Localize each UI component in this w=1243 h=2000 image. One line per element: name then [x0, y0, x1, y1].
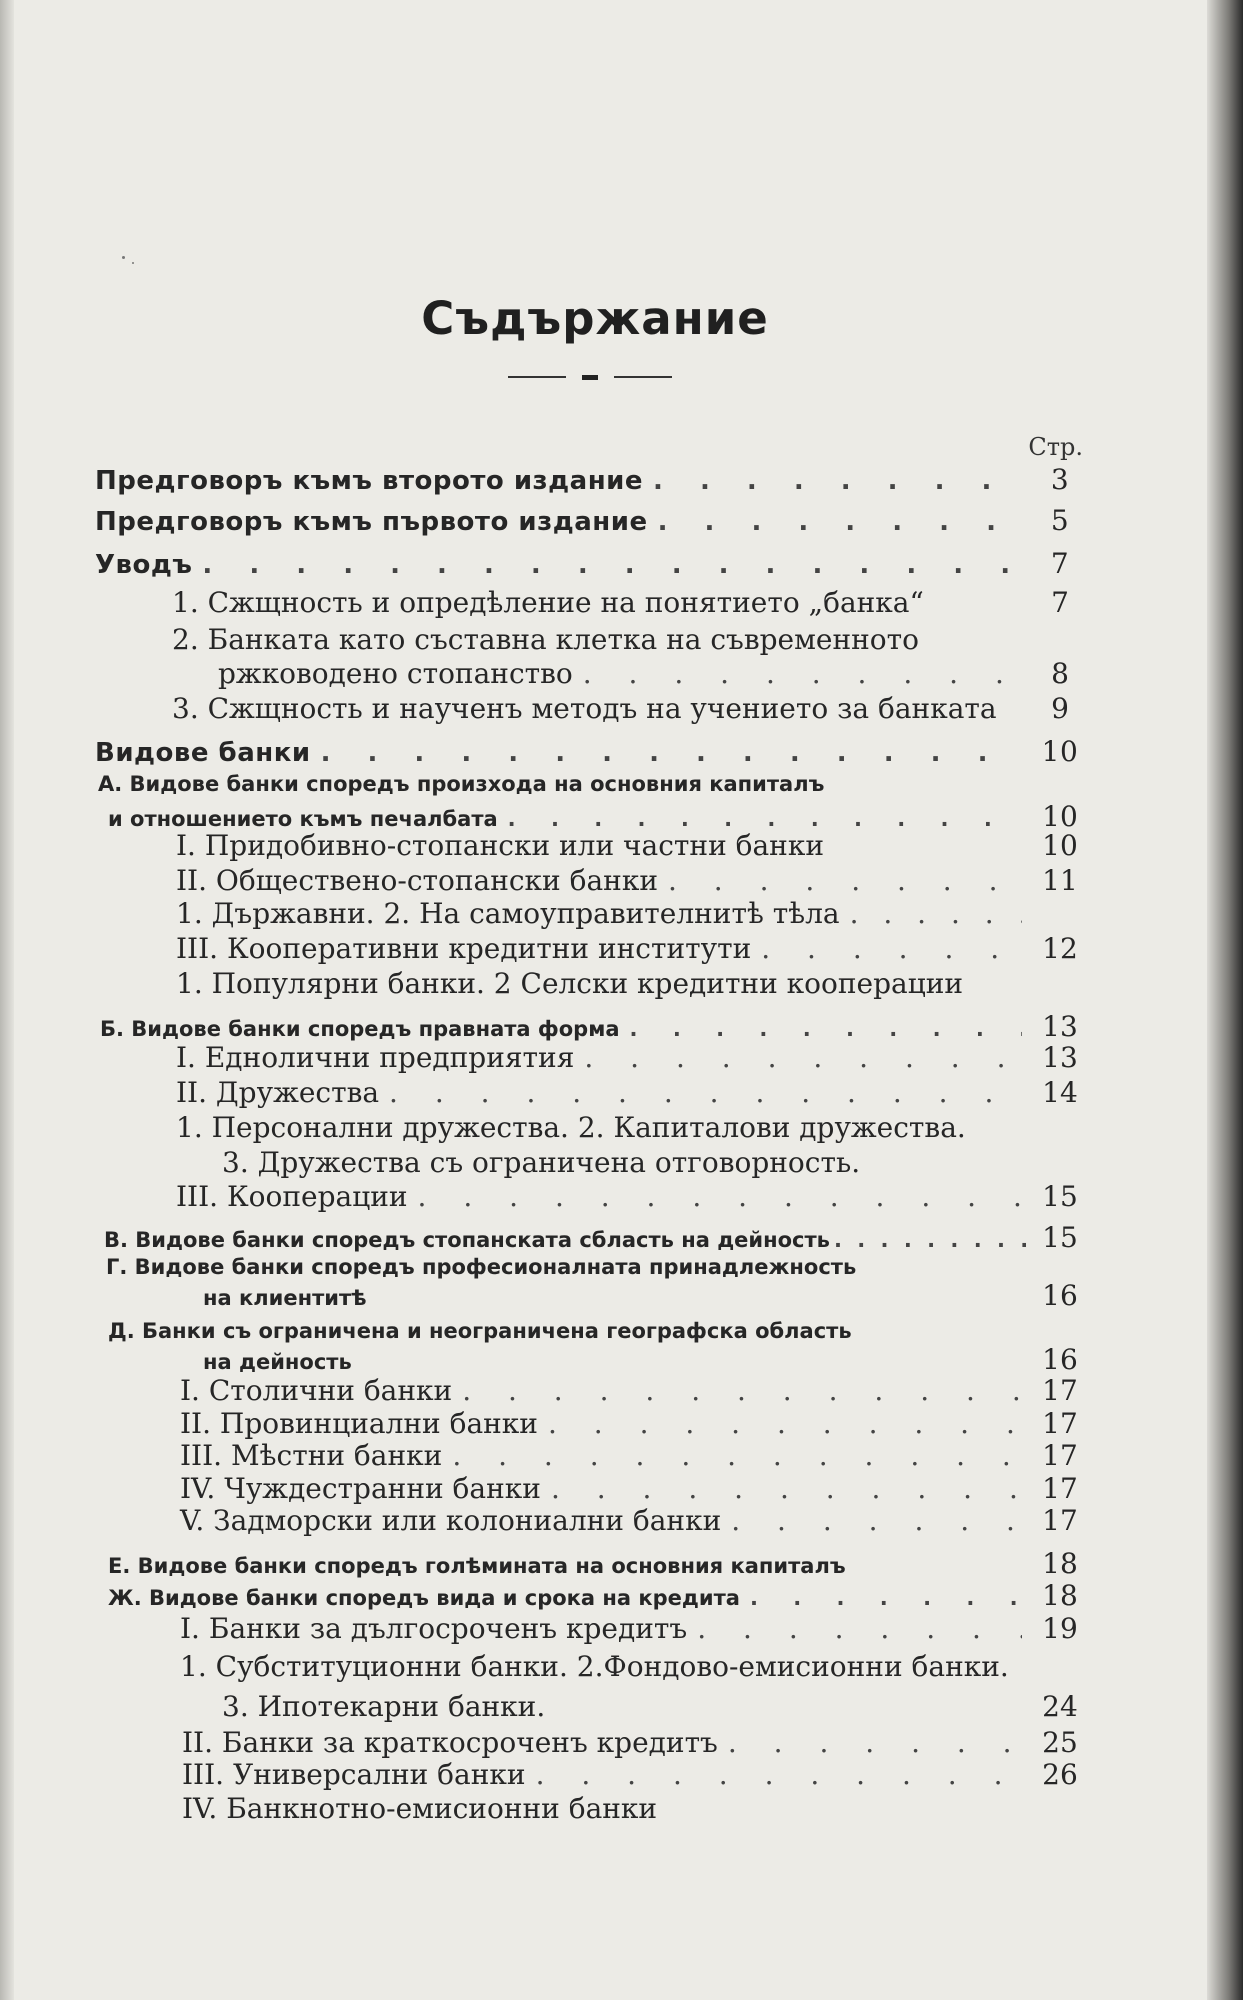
- toc-entry[interactable]: [176, 1076, 1090, 1109]
- toc-entry[interactable]: [100, 1010, 1090, 1043]
- toc-entry[interactable]: [176, 829, 1090, 862]
- toc-entry-page: 16: [1042, 1279, 1078, 1312]
- toc-entry-title: I. Банки за дългосроченъ кредитъ: [180, 1612, 688, 1645]
- toc-entry-title: V. Задморски или колониални банки: [180, 1504, 722, 1537]
- toc-entry-title: на дейность: [203, 1350, 352, 1374]
- toc-entry[interactable]: [176, 1111, 1090, 1144]
- toc-entry-title: на клиентитѣ: [203, 1286, 367, 1310]
- toc-entry-page: 13: [1042, 1010, 1078, 1043]
- toc-entry-page: 17: [1042, 1439, 1078, 1472]
- toc-entry-title: 1. Персонални дружества. 2. Капиталови дружества.: [176, 1111, 966, 1144]
- toc-entry-page: 9: [1051, 692, 1069, 725]
- toc-entry-title: 3. Сжщность и наученъ методъ на учението за банката: [172, 692, 997, 725]
- toc-entry-title: 3. Ипотекарни банки.: [222, 1690, 546, 1723]
- toc-entry-title: III. Кооперативни кредитни институти: [176, 932, 752, 965]
- toc-entry-page: 13: [1042, 1041, 1078, 1074]
- toc-entry[interactable]: [176, 1041, 1090, 1074]
- toc-entry[interactable]: [176, 1180, 1090, 1213]
- toc-entry[interactable]: [172, 692, 1090, 725]
- toc-entry-page: 15: [1042, 1221, 1078, 1254]
- toc-entry-title: 1. Популярни банки. 2 Селски кредитни кооперации: [176, 967, 964, 1000]
- toc-entry-title: I. Столични банки: [180, 1374, 453, 1407]
- toc-entry-title: I. Еднолични предприятия: [176, 1041, 575, 1074]
- toc-entry[interactable]: [180, 1612, 1090, 1645]
- toc-entry-title: Видове банки: [95, 738, 311, 768]
- toc-entry[interactable]: [98, 772, 1090, 796]
- toc-entry-title: II. Дружества: [176, 1076, 380, 1109]
- toc-entry-continuation[interactable]: [203, 1343, 1090, 1376]
- toc-entry-continuation[interactable]: [222, 1146, 1090, 1179]
- toc-entry-page: 18: [1042, 1547, 1078, 1580]
- toc-entry[interactable]: [172, 623, 1090, 656]
- page-column-label: Стр.: [1028, 433, 1083, 461]
- toc-entry[interactable]: [108, 1579, 1090, 1612]
- toc-entry-page: 8: [1051, 657, 1069, 690]
- toc-entry-page: 11: [1042, 864, 1078, 897]
- toc-entry-title: III. Универсални банки: [182, 1758, 526, 1791]
- toc-entry-page: 26: [1042, 1758, 1078, 1791]
- toc-entry-title: и отношението къмъ печалбата: [108, 807, 498, 831]
- toc-entry[interactable]: [180, 1407, 1090, 1440]
- toc-entry-page: 7: [1051, 586, 1069, 619]
- toc-entry-page: 3: [1050, 463, 1070, 496]
- toc-entry[interactable]: [182, 1726, 1090, 1759]
- toc-entry-title: А. Видове банки споредъ произхода на основния капиталъ: [98, 772, 825, 796]
- toc-entry-title: Уводъ: [95, 550, 193, 580]
- toc-entry-title: ржководено стопанство: [218, 657, 573, 690]
- toc-entry-title: Предговоръ къмъ първото издание: [95, 507, 648, 537]
- toc-entry-title: 1. Сжщность и опредѣление на понятието „банка“: [172, 586, 924, 619]
- toc-entry-page: 16: [1042, 1343, 1078, 1376]
- toc-entry[interactable]: [106, 1255, 1090, 1279]
- toc-entry-page: 10: [1042, 800, 1078, 833]
- toc-entry-page: 18: [1042, 1579, 1078, 1612]
- page-title: Съдържание: [421, 292, 769, 345]
- toc-entry-page: 17: [1042, 1472, 1078, 1505]
- toc-entry-page: 10: [1041, 735, 1079, 768]
- toc-entry-title: II. Провинциални банки: [180, 1407, 538, 1440]
- toc-entry[interactable]: [172, 586, 1090, 619]
- toc-entry-title: В. Видове банки споредъ стопанската сбласть на дейность: [104, 1228, 830, 1252]
- toc-entry[interactable]: [180, 1439, 1090, 1472]
- toc-entry-title: Ж. Видове банки споредъ вида и срока на кредита: [108, 1586, 740, 1610]
- toc-entry[interactable]: [182, 1758, 1090, 1791]
- toc-entry-page: 24: [1042, 1690, 1078, 1723]
- toc-entry-page: 25: [1042, 1726, 1078, 1759]
- toc-entry[interactable]: [176, 932, 1090, 965]
- toc-entry-continuation[interactable]: [203, 1279, 1090, 1312]
- toc-entry-page: 17: [1042, 1504, 1078, 1537]
- toc-entry-title: 2. Банката като съставна клетка на съвременното: [172, 623, 919, 656]
- toc-entry-title: II. Обществено-стопански банки: [176, 864, 658, 897]
- toc-entry[interactable]: [108, 1547, 1090, 1580]
- toc-entry-title: IV. Банкнотно-емисионни банки: [182, 1792, 658, 1825]
- toc-entry-title: II. Банки за краткосроченъ кредитъ: [182, 1726, 718, 1759]
- toc-entry-continuation[interactable]: [218, 657, 1090, 690]
- toc-entry-page: 14: [1042, 1076, 1078, 1109]
- toc-entry[interactable]: [108, 1319, 1090, 1343]
- toc-entry-page: 12: [1042, 932, 1078, 965]
- toc-entry-title: 1. Държавни. 2. На самоуправителнитѣ тѣла: [176, 897, 840, 930]
- toc-entry-title: IV. Чуждестранни банки: [180, 1472, 541, 1505]
- toc-entry-page: 5: [1050, 504, 1070, 537]
- toc-entry[interactable]: [104, 1221, 1090, 1254]
- toc-entry-title: Д. Банки съ ограничена и неограничена географска область: [108, 1319, 852, 1343]
- toc-entry-title: I. Придобивно-стопански или частни банки: [176, 829, 825, 862]
- toc-entry[interactable]: [180, 1472, 1090, 1505]
- toc-entry-title: 3. Дружества съ ограничена отговорность.: [222, 1146, 861, 1179]
- toc-entry-page: 17: [1042, 1374, 1078, 1407]
- toc-entry[interactable]: [176, 967, 1090, 1000]
- toc-entry[interactable]: [180, 1504, 1090, 1537]
- toc-entry-title: Предговоръ къмъ второто издание: [95, 466, 644, 496]
- toc-entry[interactable]: [180, 1374, 1090, 1407]
- toc-entry-title: III. Кооперации: [176, 1180, 408, 1213]
- toc-entry[interactable]: [176, 897, 1090, 930]
- toc-entry[interactable]: [95, 547, 1090, 580]
- toc-entry-page: 15: [1042, 1180, 1078, 1213]
- toc-entry[interactable]: [182, 1792, 1090, 1825]
- toc-entry-page: 17: [1042, 1407, 1078, 1440]
- toc-entry-continuation[interactable]: [222, 1690, 1090, 1723]
- toc-entry-title: Е. Видове банки споредъ голѣмината на основния капиталъ: [108, 1554, 846, 1578]
- toc-entry-page: 7: [1050, 547, 1070, 580]
- toc-entry-page: 19: [1042, 1612, 1078, 1645]
- toc-entry[interactable]: [95, 463, 1090, 496]
- toc-entry-page: 10: [1042, 829, 1078, 862]
- toc-entry[interactable]: [95, 735, 1090, 768]
- toc-entry-title: Б. Видове банки споредъ правната форма: [100, 1017, 620, 1041]
- toc-entry[interactable]: [180, 1650, 1090, 1683]
- toc-entry-title: III. Мѣстни банки: [180, 1439, 443, 1472]
- toc-entry-title: 1. Субституционни банки. 2.Фондово-емисионни банки.: [180, 1650, 1009, 1683]
- toc-entry[interactable]: [95, 504, 1090, 537]
- toc-entry-title: Г. Видове банки споредъ професионалната принадлежность: [106, 1255, 857, 1279]
- toc-entry[interactable]: [176, 864, 1090, 897]
